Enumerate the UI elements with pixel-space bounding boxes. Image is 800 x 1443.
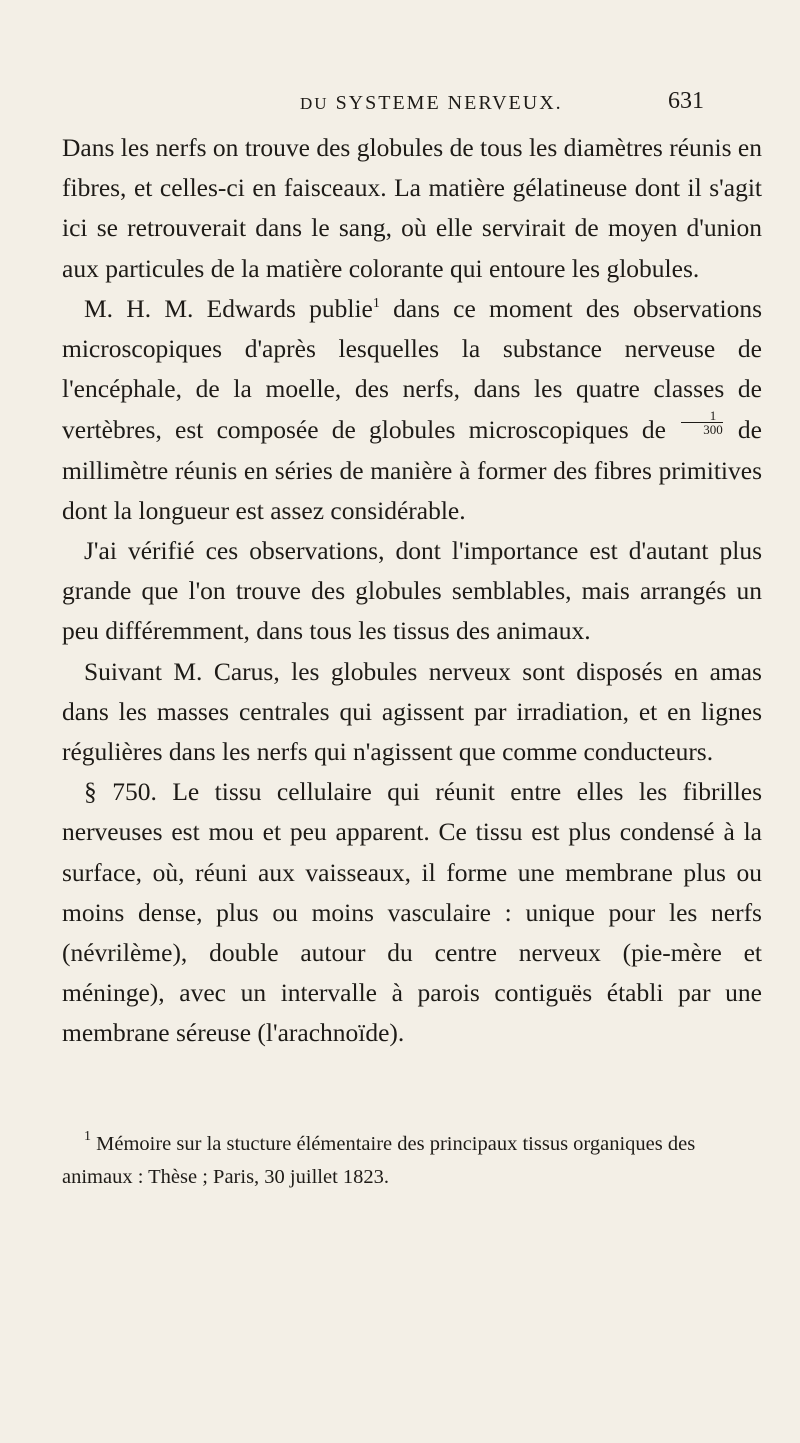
paragraph: Suivant M. Carus, les globules nerveux sont disposés en amas dans les masses centrales qui agissent par irradiation, et en lignes régulières dans les nerfs qui n'agissent que comme conducteurs. [62,656,762,767]
fraction-denominator: 300 [703,422,723,438]
footnote-text: Mémoire sur la stucture élémentaire des principaux tissus organiques des animaux : Thèse ; Paris, 30 juillet 1823. [62,1133,696,1188]
paragraph: Dans les nerfs on trouve des globules de tous les diamètres réunis en fibres, et celles-ci en faisceaux. La matière gélatineuse dont il s'agit ici se retrouverait dans le sang, où elle servirait de moyen d'union aux particules de la matière colorante qui entoure les globules. [62,133,762,283]
paragraph: J'ai vérifié ces observations, dont l'importance est d'autant plus grande que l'on trouve des globules semblables, mais arrangés un peu différemment, dans tous les tissus des animaux. [62,536,762,646]
page-number: 631 [668,88,704,114]
text-run: M. H. M. Edwards publie [84,293,373,323]
text-run: dans ce moment des observations microscopiques d'après lesquelles la substance nerveuse de l'encéphale, de la moelle, des nerfs, dans les quatre classes de vertèbres, est composée de globules microscopiques de [62,293,762,445]
running-head [0,88,800,118]
footnote-mark: 1 [84,1129,91,1144]
fraction [681,409,723,436]
footnote [62,1128,762,1194]
running-title-prefix: DU [300,94,329,113]
running-title-text: SYSTEME NERVEUX. [335,92,563,114]
paragraph: § 750. Le tissu cellulaire qui réunit entre elles les fibrilles nerveuses est mou et peu apparent. Ce tissu est plus condensé à la surface, où, réuni aux vaisseaux, il forme une membrane plus ou moins dense, plus ou moins vasculaire : unique pour les nerfs (névrilème), double autour du centre nerveux (pie-mère et méninge), avec un intervalle à parois contiguës établi par une membrane séreuse (l'arachnoïde). [62,777,762,1048]
text-run: de millimètre réunis en séries de manière à former des fibres primitives dont la longueur est assez considérable. [62,415,762,525]
body-text [62,128,762,1054]
running-title [300,92,563,115]
paragraph [62,289,762,531]
fraction-numerator: 1 [681,409,723,423]
footnotes [62,1128,762,1194]
footnote-reference: 1 [372,295,380,311]
